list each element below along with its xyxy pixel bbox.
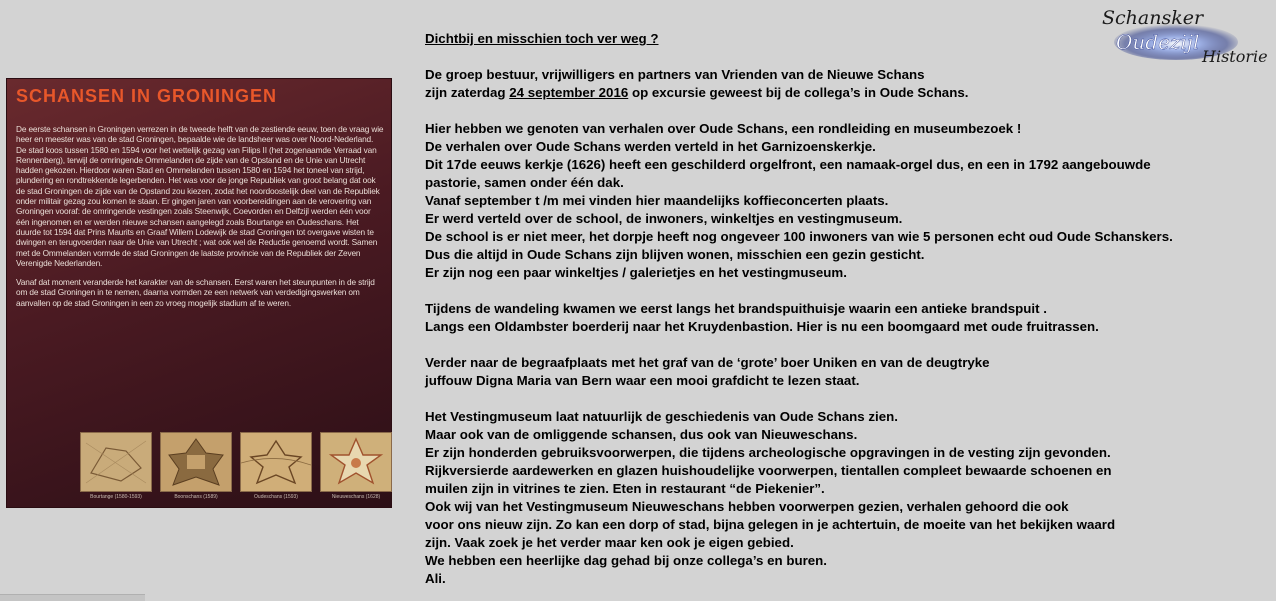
article-line: Dus die altijd in Oude Schans zijn blijven wonen, misschien een gezin gesticht. — [425, 247, 925, 262]
panel-body — [16, 124, 384, 317]
panel-paragraph: Vanaf dat moment veranderde het karakter van de schansen. Eerst waren het steunpunten in de strijd om de stad Groningen in te nemen, daarna vormden ze een netwerk van verdedigingswerken om aanvallen op de stad Groningen in een zo vroeg mogelijk stadium af te weren. — [16, 277, 375, 308]
article-text: zijn zaterdag — [425, 85, 510, 100]
article-line: De school is er niet meer, het dorpje heeft nog ongeveer 100 inwoners van wie 5 personen echt oud Oude Schanskers. — [425, 229, 1173, 244]
panel-paragraph: De eerste schansen in Groningen verrezen in de tweede helft van de zestiende eeuw, toen de vraag wie heer en meester was van de stad Groningen, bepaalde wie de landsheer was over Noord-Nederland. De stad koos tussen 1580 en 1594 voor het wettelijk gezag van Filips II (het zogenaamde Verraad van Rennenberg), terwijl de omringende Ommelanden de zijde van de Opstand en de Unie van Utrecht hadden gekozen. Hierdoor waren Stad en Ommelanden tussen 1580 en 1594 het toneel van strijd, plundering en rondtrekkende legerbenden. Het was voor de jonge Republiek van groot belang dat ook de stad Groningen de zijde van de Opstand zou kiezen, zodat het noordoostelijk deel van de Republiek onder militair gezag zou komen te staan. Er gingen jaren van voorbereidingen aan de verovering van Groningen vooraf: de omringende vestingen zoals Steenwijk, Coevorden en Delfzijl werden één voor één ingenomen en er werden nieuwe schansen aangelegd zoals Bourtange en Oudeschans. Het duurde tot 1594 dat Prins Maurits en Graaf Willem Lodewijk de stad Groningen tot overgave wisten te dwingen en terugvoerden naar de Unie van Utrecht ; wat ook wel de Reductie genoemd wordt. Samen met de Ommelanden vormde de stad Groningen de laatste provincie van de Republiek der Zeven Verenigde Nederlanden. — [16, 124, 384, 268]
article-text: op excursie geweest bij de collega’s in Oude Schans. — [628, 85, 969, 100]
article-line: Verder naar de begraafplaats met het graf van de ‘grote’ boer Uniken en van de deugtryke — [425, 355, 990, 370]
fortress-map-thumbnails — [80, 432, 390, 502]
oudeschans-map-image — [240, 432, 312, 492]
boonschans-map-image — [160, 432, 232, 492]
article-heading: Dichtbij en misschien toch ver weg ? — [425, 31, 659, 46]
bourtange-map-image — [80, 432, 152, 492]
thumb-caption: Nieuweschans (1628) — [331, 494, 381, 500]
article-line: Langs een Oldambster boerderij naar het Kruydenbastion. Hier is nu een boomgaard met oude fruitrassen. — [425, 319, 1099, 334]
thumb-oudeschans — [240, 432, 312, 502]
article-line: De groep bestuur, vrijwilligers en partners van Vrienden van de Nieuwe Schans — [425, 67, 925, 82]
article-line: Het Vestingmuseum laat natuurlijk de geschiedenis van Oude Schans zien. — [425, 409, 898, 424]
article-line: Er zijn honderden gebruiksvoorwerpen, die tijdens archeologische opgravingen in de vesting zijn gevonden. — [425, 445, 1111, 460]
article-line: zijn. Vaak zoek je het verder maar ken ook je eigen gebied. — [425, 535, 794, 550]
nieuweschans-map-image — [320, 432, 392, 492]
article-line: voor ons nieuw zijn. Zo kan een dorp of stad, bijna gelegen in je achtertuin, de moeite van het bekijken waard — [425, 517, 1116, 532]
article-line: Vanaf september t /m mei vinden hier maandelijks koffieconcerten plaats. — [425, 193, 889, 208]
article-line: Er werd verteld over de school, de inwoners, winkeltjes en vestingmuseum. — [425, 211, 903, 226]
article-line: Dit 17de eeuws kerkje (1626) heeft een geschilderd orgelfront, een namaak-orgel dus, en een in 1792 aangebouwde — [425, 157, 1151, 172]
logo-text-schansker: Schansker — [1102, 7, 1204, 29]
thumb-caption: Oudeschans (1593) — [254, 494, 298, 500]
article-line: Rijkversierde aardewerken en glazen huishoudelijke voorwerpen, tientallen compleet bewaarde schoenen en — [425, 463, 1112, 478]
article-line: muilen zijn in vitrines te zien. Eten in restaurant “de Piekenier”. — [425, 481, 825, 496]
logo-text-historie: Historie — [1202, 47, 1268, 66]
thumb-nieuweschans — [320, 432, 392, 502]
thumb-bourtange — [80, 432, 152, 502]
thumb-caption: Boonschans (1589) — [174, 494, 218, 500]
article-line — [425, 84, 1273, 102]
article-signature: Ali. — [425, 571, 446, 586]
article-line: Maar ook van de omliggende schansen, dus ook van Nieuweschans. — [425, 427, 858, 442]
article-line: Hier hebben we genoten van verhalen over Oude Schans, een rondleiding en museumbezoek ! — [425, 121, 1022, 136]
article-line: Ook wij van het Vestingmuseum Nieuweschans hebben voorwerpen gezien, verhalen gehoord die ook — [425, 499, 1069, 514]
schansen-in-groningen-panel-image — [6, 78, 392, 508]
thumb-caption: Bourtange (1580-1593) — [90, 494, 142, 500]
article-line: Er zijn nog een paar winkeltjes / galerietjes en het vestingmuseum. — [425, 265, 847, 280]
article-line: De verhalen over Oude Schans werden verteld in het Garnizoenskerkje. — [425, 139, 876, 154]
article-line: We hebben een heerlijke dag gehad bij onze collega’s en buren. — [425, 553, 827, 568]
logo-text-oudezijl: Oudezijl — [1116, 30, 1200, 54]
article — [425, 30, 1273, 588]
article-line: juffouw Digna Maria van Bern waar een mooi grafdicht te lezen staat. — [425, 373, 860, 388]
article-line: Tijdens de wandeling kwamen we eerst langs het brandspuithuisje waarin een antieke brandspuit . — [425, 301, 1047, 316]
event-date: 24 september 2016 — [509, 85, 629, 100]
panel-title: SCHANSEN IN GRONINGEN — [16, 86, 278, 106]
thumb-boonschans — [160, 432, 232, 502]
article-line: pastorie, samen onder één dak. — [425, 175, 624, 190]
